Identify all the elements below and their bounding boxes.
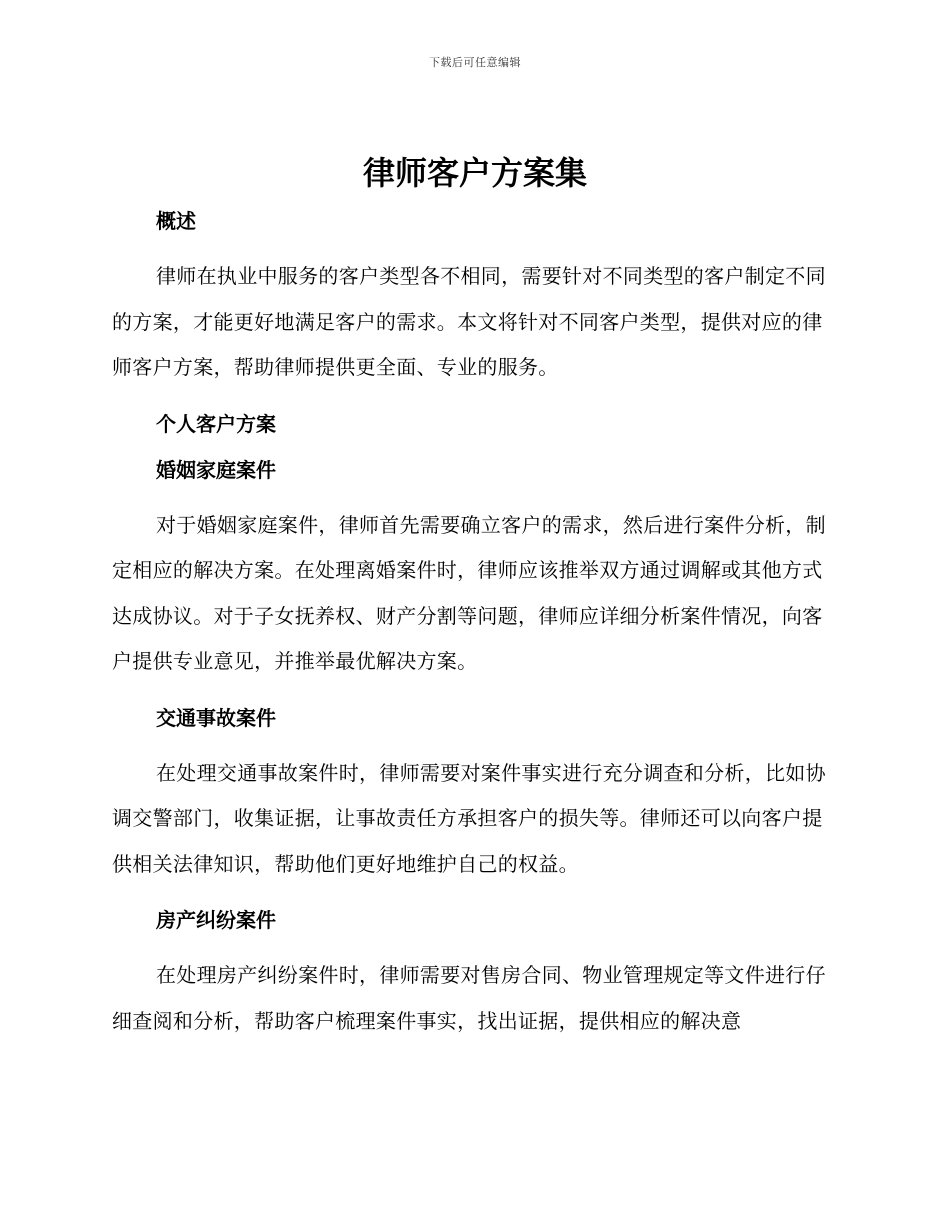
section-heading-marriage-family: 婚姻家庭案件 — [156, 457, 276, 482]
property-dispute-paragraph: 在处理房产纠纷案件时，律师需要对售房合同、物业管理规定等文件进行仔细查阅和分析，帮助客户梳理案件事实，找出证据，提供相应的解决意 — [112, 963, 826, 1033]
overview-paragraph: 律师在执业中服务的客户类型各不相同，需要针对不同类型的客户制定不同的方案，才能更好地满足客户的需求。本文将针对不同客户类型，提供对应的律师客户方案，帮助律师提供更全面、专业的服务。 — [112, 264, 826, 379]
document-title: 律师客户方案集 — [362, 154, 587, 192]
marriage-family-paragraph: 对于婚姻家庭案件，律师首先需要确立客户的需求，然后进行案件分析，制定相应的解决方案。在处理离婚案件时，律师应该推举双方通过调解或其他方式达成协议。对于子女抚养权、财产分割等问题，律师应详细分析案件情况，向客户提供专业意见，并推举最优解决方案。 — [112, 512, 826, 673]
section-heading-individual-clients: 个人客户方案 — [156, 411, 276, 436]
section-heading-overview: 概述 — [156, 209, 196, 233]
traffic-accident-paragraph: 在处理交通事故案件时，律师需要对案件事实进行充分调查和分析，比如协调交警部门，收集证据，让事故责任方承担客户的损失等。律师还可以向客户提供相关法律知识，帮助他们更好地维护自己的权益。 — [112, 760, 826, 876]
document-body — [112, 198, 832, 1054]
section-heading-traffic-accident: 交通事故案件 — [156, 705, 276, 730]
header-note: 下载后可任意编辑 — [429, 56, 521, 69]
section-heading-property-dispute: 房产纠纷案件 — [156, 908, 276, 932]
